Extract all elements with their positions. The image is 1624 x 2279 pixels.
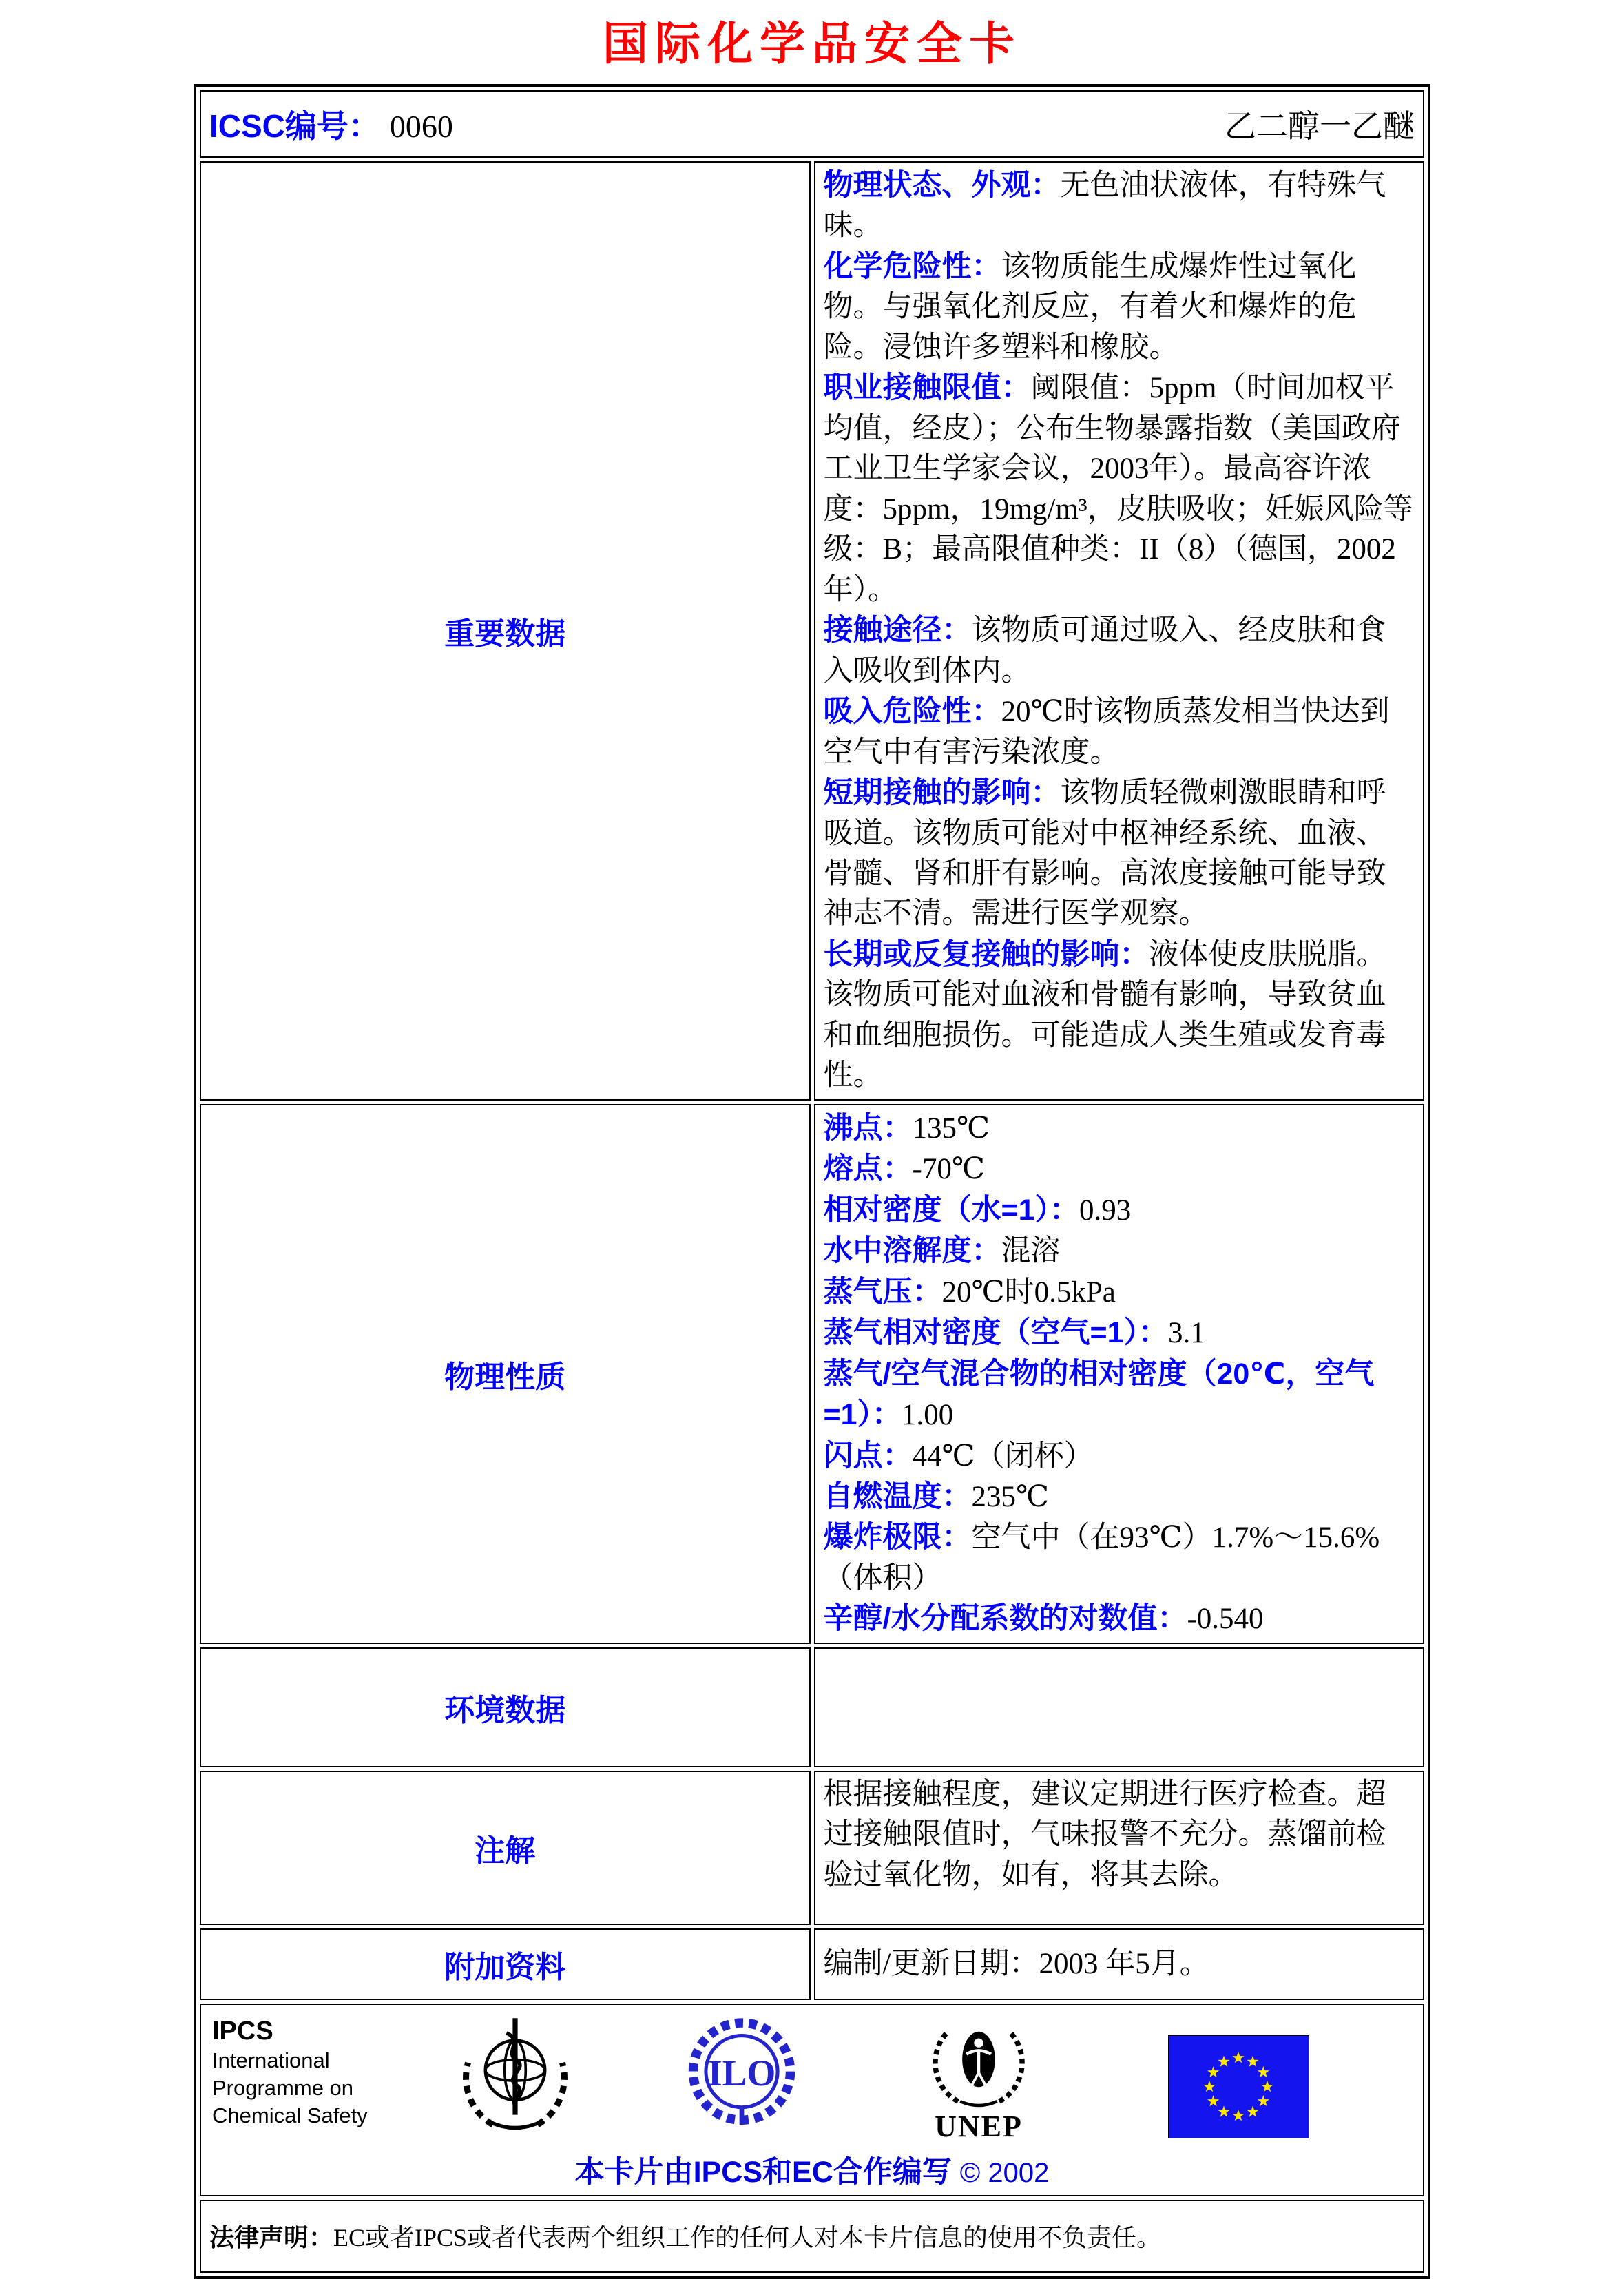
footer-row bbox=[200, 2004, 1424, 2196]
notes-row bbox=[200, 1771, 1424, 1925]
property-label: 蒸气压： bbox=[823, 1275, 942, 1309]
ilo-logo-icon bbox=[684, 2016, 800, 2135]
physical-properties-row bbox=[200, 1104, 1424, 1644]
property-line bbox=[824, 1517, 1415, 1599]
section-content-important-data bbox=[814, 161, 1425, 1101]
property-value: 20℃时0.5kPa bbox=[941, 1276, 1116, 1309]
property-value: 阈限值：5ppm（时间加权平均值，经皮）；公布生物暴露指数（美国政府工业卫生学家会议，2003年）。最高容许浓度：5ppm，19mg/m³，皮肤吸收；妊娠风险等级：B；最高限值种类：II（8）（德国，2002年）。 bbox=[823, 372, 1413, 606]
property-label: 爆炸极限： bbox=[823, 1521, 972, 1554]
legal-cell bbox=[200, 2200, 1424, 2273]
property-value: 该物质能生成爆炸性过氧化物。与强氧化剂反应，有着火和爆炸的危险。浸蚀许多塑料和橡胶。 bbox=[823, 250, 1357, 364]
property-line bbox=[824, 935, 1415, 1096]
property-line bbox=[824, 1313, 1415, 1353]
section-content-physical-properties bbox=[814, 1104, 1425, 1644]
property-value: 235℃ bbox=[971, 1481, 1050, 1513]
property-value: 0.93 bbox=[1079, 1194, 1132, 1227]
ilo-logo-text: ILO bbox=[707, 2052, 776, 2094]
property-label: 闪点： bbox=[823, 1439, 913, 1472]
property-line bbox=[824, 691, 1415, 773]
header-cell bbox=[200, 90, 1424, 158]
property-label: 短期接触的影响： bbox=[823, 776, 1061, 810]
property-line bbox=[824, 1272, 1415, 1313]
section-content-additional-info: 编制/更新日期：2003 年5月。 bbox=[814, 1928, 1425, 2000]
property-line bbox=[824, 610, 1415, 691]
property-label: 沸点： bbox=[823, 1111, 913, 1145]
property-label: 自燃温度： bbox=[823, 1480, 972, 1513]
property-line bbox=[824, 368, 1415, 610]
property-label: 蒸气/空气混合物的相对密度（20℃，空气=1）： bbox=[823, 1357, 1375, 1432]
chemical-name: 乙二醇一乙醚 bbox=[1225, 109, 1415, 144]
credit-year: © 2002 bbox=[959, 2157, 1050, 2188]
important-data-row bbox=[200, 161, 1424, 1101]
icsc-number-group bbox=[209, 101, 453, 147]
property-value: 无色油状液体，有特殊气味。 bbox=[823, 169, 1386, 242]
icsc-number-label: ICSC编号： bbox=[209, 108, 380, 144]
property-value: 该物质轻微刺激眼睛和呼吸道。该物质可能对中枢神经系统、血液、骨髓、肾和肝有影响。高浓度接触可能导致神志不清。需进行医学观察。 bbox=[823, 777, 1386, 930]
property-label: 蒸气相对密度（空气=1）： bbox=[823, 1316, 1169, 1350]
property-label: 化学危险性： bbox=[823, 249, 1001, 283]
property-label: 熔点： bbox=[823, 1152, 913, 1186]
icsc-card-table bbox=[194, 84, 1430, 2279]
ipcs-line: International bbox=[212, 2048, 330, 2073]
legal-label: 法律声明： bbox=[209, 2223, 334, 2252]
property-line bbox=[824, 247, 1415, 368]
property-line bbox=[824, 773, 1415, 935]
legal-row bbox=[200, 2200, 1424, 2273]
logos-row bbox=[212, 2012, 1412, 2142]
property-value: 空气中（在93℃）1.7%～15.6%（体积） bbox=[823, 1521, 1380, 1594]
property-label: 辛醇/水分配系数的对数值： bbox=[823, 1602, 1187, 1636]
property-line bbox=[824, 1190, 1415, 1231]
header-row bbox=[200, 90, 1424, 158]
property-value: 135℃ bbox=[912, 1112, 990, 1145]
property-line bbox=[824, 1599, 1415, 1639]
unep-logo-text: UNEP bbox=[935, 2109, 1023, 2143]
footer-cell bbox=[200, 2004, 1424, 2196]
property-label: 接触途径： bbox=[823, 614, 972, 647]
page-title: 国际化学品安全卡 bbox=[603, 18, 1021, 69]
property-label: 相对密度（水=1）： bbox=[823, 1193, 1080, 1227]
section-label-additional-info: 附加资料 bbox=[200, 1928, 811, 2000]
property-value: -0.540 bbox=[1187, 1603, 1264, 1636]
ipcs-text-block bbox=[212, 2012, 412, 2130]
environmental-data-row bbox=[200, 1647, 1424, 1767]
property-line bbox=[824, 1149, 1415, 1189]
property-line bbox=[824, 1231, 1415, 1271]
section-label-notes: 注解 bbox=[200, 1771, 811, 1925]
legal-text: EC或者IPCS或者代表两个组织工作的任何人对本卡片信息的使用不负责任。 bbox=[333, 2224, 1162, 2252]
property-value: 3.1 bbox=[1168, 1317, 1205, 1350]
section-label-environmental-data: 环境数据 bbox=[200, 1647, 811, 1767]
property-line bbox=[824, 1436, 1415, 1477]
section-content-notes: 根据接触程度，建议定期进行医疗检查。超过接触限值时，气味报警不充分。蒸馏前检验过氧化物，如有，将其去除。 bbox=[814, 1771, 1425, 1925]
property-line bbox=[824, 165, 1415, 247]
property-value: -70℃ bbox=[912, 1153, 985, 1186]
property-line bbox=[824, 1108, 1415, 1149]
property-label: 吸入危险性： bbox=[823, 695, 1001, 729]
property-value: 混溶 bbox=[1001, 1235, 1061, 1268]
property-label: 水中溶解度： bbox=[823, 1234, 1001, 1268]
property-value: 44℃（闭杯） bbox=[912, 1439, 1094, 1472]
section-label-physical-properties: 物理性质 bbox=[200, 1104, 811, 1644]
section-label-important-data: 重要数据 bbox=[200, 161, 811, 1101]
section-content-environmental-data bbox=[814, 1647, 1425, 1767]
property-value: 该物质可通过吸入、经皮肤和食入吸收到体内。 bbox=[823, 614, 1386, 687]
property-label: 物理状态、外观： bbox=[823, 169, 1061, 202]
property-line bbox=[824, 1354, 1415, 1436]
unep-logo-icon bbox=[927, 2013, 1030, 2141]
ipcs-title: IPCS bbox=[212, 2016, 273, 2046]
ipcs-line: Programme on bbox=[212, 2076, 354, 2101]
icsc-number-value: 0060 bbox=[389, 109, 453, 144]
property-label: 职业接触限值： bbox=[823, 371, 1031, 405]
property-value: 1.00 bbox=[902, 1399, 954, 1432]
property-value: 液体使皮肤脱脂。该物质可能对血液和骨髓有影响，导致贫血和血细胞损伤。可能造成人类生殖或发育毒性。 bbox=[823, 938, 1386, 1092]
who-logo-icon bbox=[453, 2013, 577, 2141]
property-line bbox=[824, 1477, 1415, 1517]
credit-text: 本卡片由IPCS和EC合作编写 bbox=[574, 2155, 952, 2189]
eu-flag-icon bbox=[1168, 2035, 1309, 2142]
credit-line bbox=[212, 2149, 1412, 2191]
property-value: 20℃时该物质蒸发相当快达到空气中有害污染浓度。 bbox=[823, 696, 1390, 769]
property-label: 长期或反复接触的影响： bbox=[823, 937, 1149, 971]
ipcs-line: Chemical Safety bbox=[212, 2103, 368, 2127]
additional-info-row bbox=[200, 1928, 1424, 2000]
